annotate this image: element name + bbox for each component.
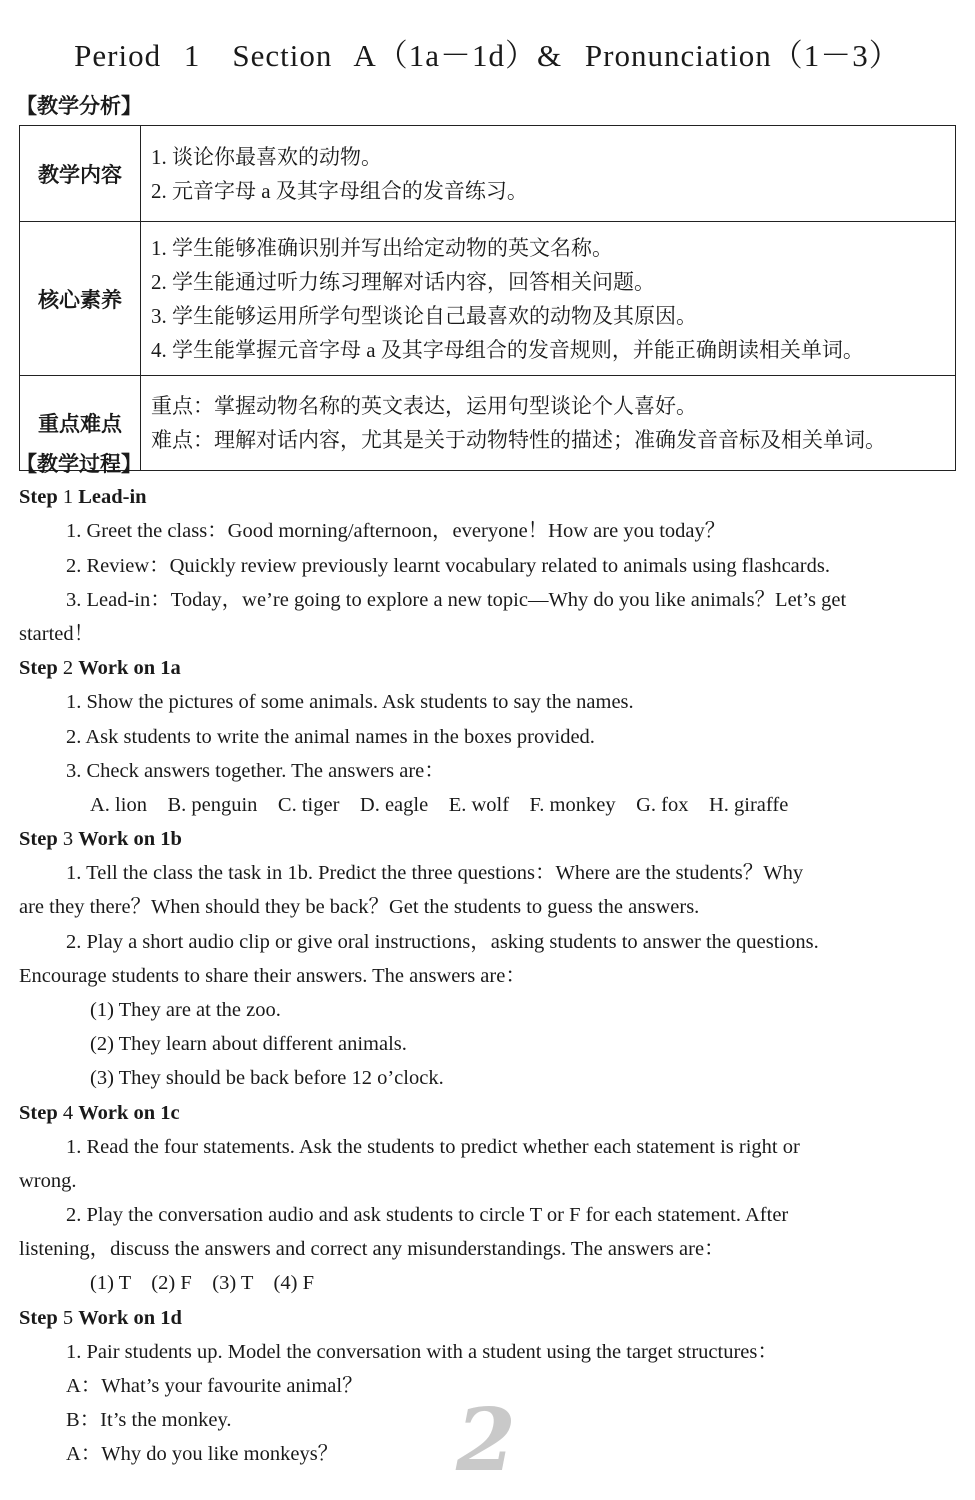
analysis-table: [19, 125, 956, 471]
table-line: 难点：理解对话内容，尤其是关于动物特性的描述；准确发音音标及相关单词。: [151, 428, 886, 452]
paragraph-line: 1. Show the pictures of some animals. Ask students to say the names.: [66, 691, 634, 713]
answer-line: (3) They should be back before 12 o’clock.: [90, 1067, 444, 1089]
table-header-cell: 核心素养: [20, 222, 141, 376]
page-title: Period 1 Section A（1a－1d）& Pronunciation（1－3）: [74, 38, 901, 73]
table-line: 3. 学生能够运用所学句型谈论自己最喜欢的动物及其原因。: [151, 303, 697, 328]
step-name: Work on 1a: [78, 657, 181, 679]
paragraph-line: 1. Read the four statements. Ask the students to predict whether each statement is right or: [66, 1136, 800, 1158]
step-name: Lead-in: [78, 486, 147, 508]
paragraph-line: started！: [19, 623, 95, 645]
step-label: Step: [19, 657, 58, 679]
paragraph-line: wrong.: [19, 1170, 77, 1192]
step-name: Work on 1b: [78, 828, 182, 850]
table-content-cell: [141, 126, 956, 222]
analysis-heading: 【教学分析】: [16, 94, 142, 118]
step-number: 1: [62, 486, 74, 508]
paragraph-line: 1. Greet the class：Good morning/afternoon，everyone！How are you today？: [66, 520, 726, 542]
table-row: [20, 222, 956, 376]
table-content-cell: [141, 376, 956, 471]
step-name: Work on 1c: [78, 1102, 180, 1124]
paragraph-line: 3. Lead-in：Today，we’re going to explore a new topic—Why do you like animals？Let’s get: [66, 589, 847, 611]
paragraph-line: listening，discuss the answers and correct any misunderstandings. The answers are：: [19, 1238, 725, 1260]
paragraph-line: are they there？When should they be back？Get the students to guess the answers.: [19, 896, 700, 918]
table-content-cell: [141, 222, 956, 376]
step-name: Work on 1d: [78, 1307, 182, 1329]
step-heading: [19, 1301, 955, 1335]
step-heading: [19, 822, 955, 856]
answer-line: (2) They learn about different animals.: [90, 1033, 407, 1055]
table-line: 2. 元音字母 a 及其字母组合的发音练习。: [151, 178, 528, 203]
step-number: 3: [62, 828, 74, 850]
dialogue-line: B：It’s the monkey.: [66, 1409, 232, 1431]
table-line: 2. 学生能通过听力练习理解对话内容，回答相关问题。: [151, 269, 655, 294]
step-number: 2: [62, 657, 74, 679]
step-heading: [19, 1096, 955, 1130]
answer-line: (1) T (2) F (3) T (4) F: [90, 1272, 314, 1294]
answer-line: (1) They are at the zoo.: [90, 999, 281, 1021]
table-line: 4. 学生能掌握元音字母 a 及其字母组合的发音规则，并能正确朗读相关单词。: [151, 337, 864, 362]
dialogue-line: A：What’s your favourite animal？: [66, 1375, 363, 1397]
table-line: 1. 谈论你最喜欢的动物。: [151, 144, 382, 169]
table-row: [20, 376, 956, 471]
paragraph-line: 1. Pair students up. Model the conversation with a student using the target structures：: [66, 1341, 778, 1363]
process-heading: 【教学过程】: [16, 452, 142, 476]
paragraph-line: Encourage students to share their answers. The answers are：: [19, 965, 526, 987]
dialogue-line: A：Why do you like monkeys？: [66, 1443, 339, 1465]
paragraph-line: 2. Review：Quickly review previously learnt vocabulary related to animals using flashcards.: [66, 555, 830, 577]
paragraph-line: 2. Play the conversation audio and ask students to circle T or F for each statement. After: [66, 1204, 789, 1226]
table-line: 1. 学生能够准确识别并写出给定动物的英文名称。: [151, 235, 613, 260]
table-row: [20, 126, 956, 222]
step-heading: [19, 651, 955, 685]
step-number: 4: [62, 1102, 74, 1124]
paragraph-line: 2. Ask students to write the animal names in the boxes provided.: [66, 726, 595, 748]
paragraph-line: 1. Tell the class the task in 1b. Predict the three questions：Where are the students？Why: [66, 862, 804, 884]
step-label: Step: [19, 828, 58, 850]
paragraph-line: 3. Check answers together. The answers are：: [66, 760, 445, 782]
table-header-cell: 教学内容: [20, 126, 141, 222]
paragraph-line: 2. Play a short audio clip or give oral instructions，asking students to answer the questions.: [66, 931, 819, 953]
step-label: Step: [19, 1307, 58, 1329]
step-label: Step: [19, 1102, 58, 1124]
step-label: Step: [19, 486, 58, 508]
step-number: 5: [62, 1307, 74, 1329]
answer-line: A. lion B. penguin C. tiger D. eagle E. wolf F. monkey G. fox H. giraffe: [90, 794, 789, 816]
table-header-cell: 重点难点: [20, 376, 141, 471]
step-heading: [19, 480, 955, 514]
table-line: 重点：掌握动物名称的英文表达，运用句型谈论个人喜好。: [151, 394, 697, 418]
page-number: 2: [456, 1390, 516, 1491]
